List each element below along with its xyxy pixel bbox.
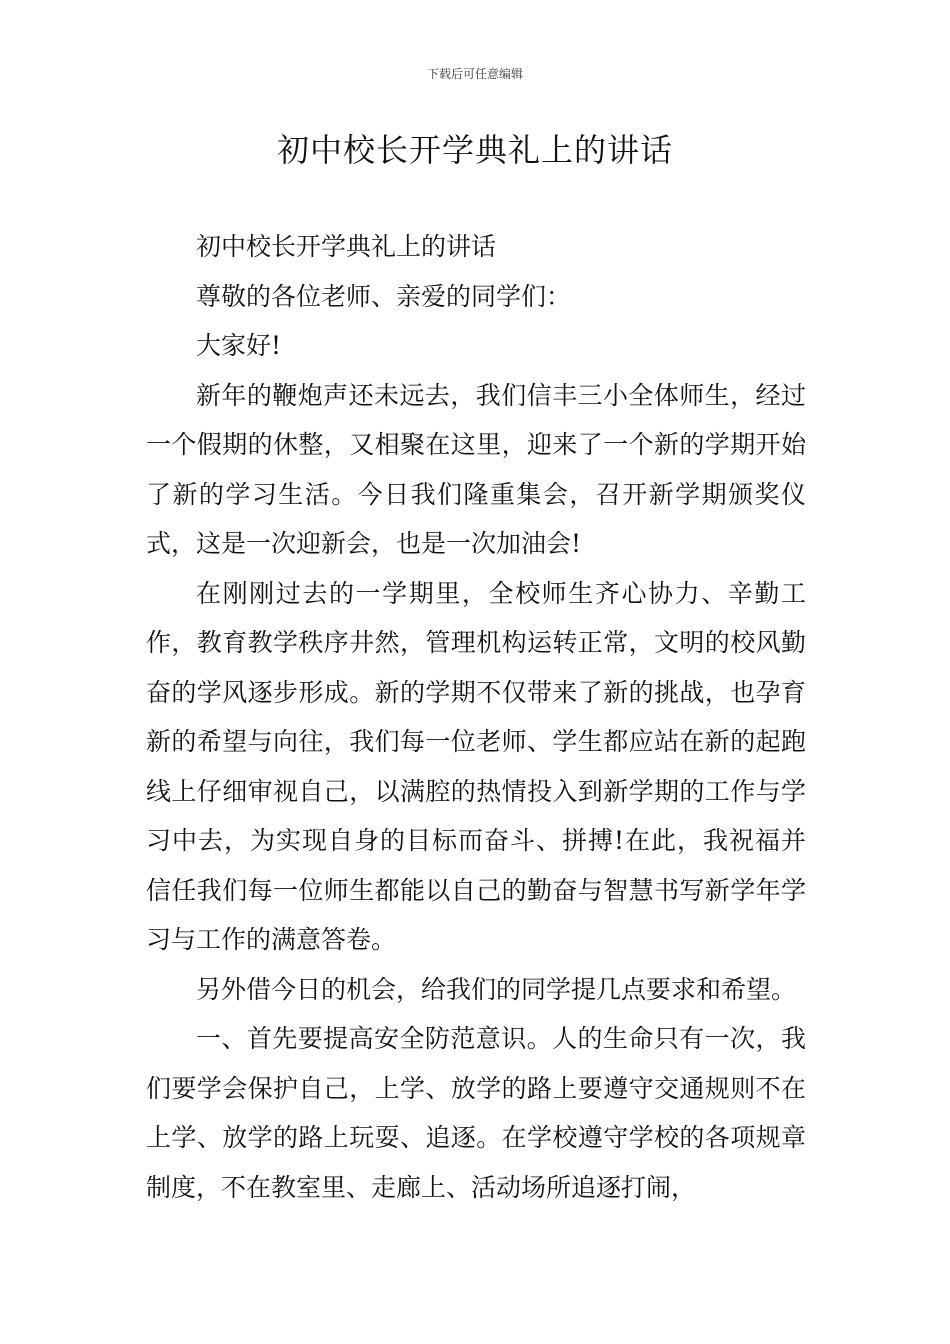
paragraph-subtitle: 初中校长开学典礼上的讲话	[196, 232, 497, 261]
paragraph-greeting: 大家好!	[196, 331, 282, 360]
paragraph-salutation: 尊敬的各位老师、亲爱的同学们：	[196, 281, 572, 311]
document-body	[146, 222, 806, 1212]
paragraph-review: 在刚刚过去的一学期里，全校师生齐心协力、辛勤工作，教育教学秩序井然，管理机构运转正常，文明的校风勤奋的学风逐步形成。新的学期不仅带来了新的挑战，也孕育新的希望与向往，我们每一位老师、学生都应站在新的起跑线上仔细审视自己，以满腔的热情投入到新学期的工作与学习中去，为实现自身的目标而奋斗、拼搏!在此，我祝福并信任我们每一位师生都能以自己的勤奋与智慧书写新学年学习与工作的满意答卷。	[146, 578, 806, 954]
paragraph-requests-intro: 另外借今日的机会，给我们的同学提几点要求和希望。	[196, 974, 797, 1004]
header-note: 下载后可任意编辑	[426, 67, 523, 81]
document-title: 初中校长开学典礼上的讲话	[276, 131, 673, 169]
paragraph-opening: 新年的鞭炮声还未远去，我们信丰三小全体师生，经过一个假期的休整，又相聚在这里，迎来了一个新的学期开始了新的学习生活。今日我们隆重集会，召开新学期颁奖仪式，这是一次迎新会，也是一次加油会!	[146, 380, 806, 558]
paragraph-safety: 一、首先要提高安全防范意识。人的生命只有一次，我们要学会保护自己，上学、放学的路上要遵守交通规则不在上学、放学的路上玩耍、追逐。在学校遵守学校的各项规章制度，不在教室里、走廊上、活动场所追逐打闹，	[146, 1024, 806, 1202]
